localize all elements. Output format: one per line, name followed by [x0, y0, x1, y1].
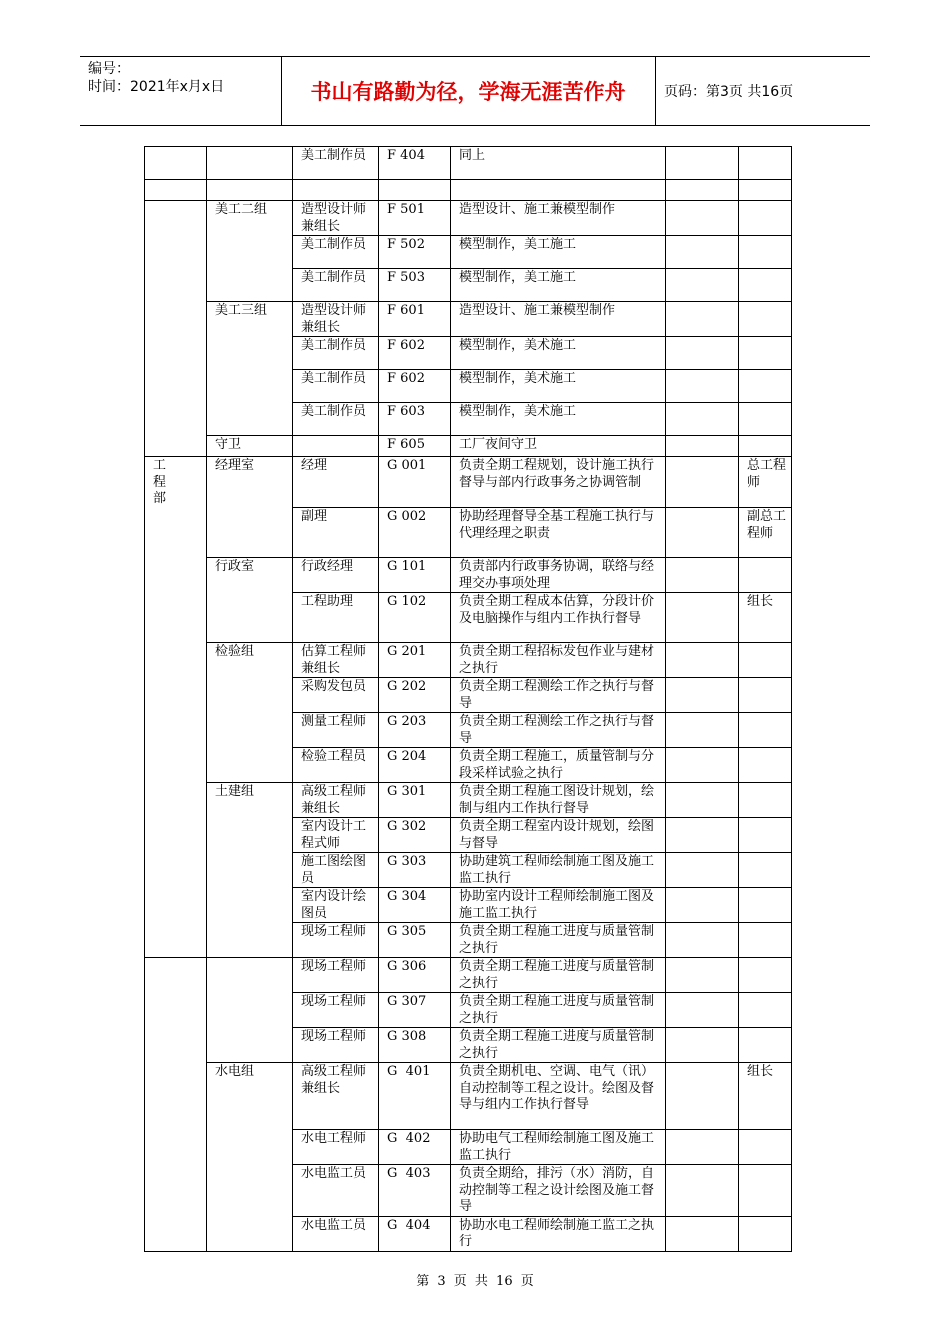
note-cell — [739, 818, 792, 853]
table-row — [145, 201, 792, 236]
dept-cell — [145, 1165, 207, 1217]
dept-cell — [145, 853, 207, 888]
code-cell: G 201 — [379, 643, 451, 678]
dept-cell — [145, 269, 207, 302]
dept-cell — [145, 643, 207, 678]
blank-cell — [666, 201, 739, 236]
duty-cell: 模型制作，美工施工 — [451, 236, 666, 269]
note-cell: 副总工程师 — [739, 508, 792, 558]
dept-cell — [145, 147, 207, 180]
title-cell: 美工制作员 — [293, 337, 379, 370]
title-cell: 美工制作员 — [293, 236, 379, 269]
header-divider-right — [655, 57, 656, 125]
table-row — [145, 302, 792, 337]
table-row — [145, 713, 792, 748]
dept-cell — [145, 337, 207, 370]
title-cell: 水电工程师 — [293, 1130, 379, 1165]
duty-cell: 造型设计、施工兼模型制作 — [451, 201, 666, 236]
group-cell — [207, 269, 293, 302]
table-row — [145, 593, 792, 643]
blank-cell — [666, 337, 739, 370]
title-cell: 美工制作员 — [293, 147, 379, 180]
title-cell: 施工图绘图员 — [293, 853, 379, 888]
group-cell: 土建组 — [207, 783, 293, 818]
code-cell: G 305 — [379, 923, 451, 958]
table-row — [145, 1028, 792, 1063]
note-cell — [739, 201, 792, 236]
dept-cell — [145, 1216, 207, 1251]
group-cell — [207, 370, 293, 403]
dept-cell — [145, 593, 207, 643]
note-cell: 总工程师 — [739, 457, 792, 508]
blank-cell — [666, 678, 739, 713]
title-cell: 室内设计绘图员 — [293, 888, 379, 923]
blank-cell — [666, 748, 739, 783]
title-cell: 高级工程师兼组长 — [293, 783, 379, 818]
note-cell — [739, 958, 792, 993]
title-cell: 测量工程师 — [293, 713, 379, 748]
table-row — [145, 678, 792, 713]
note-cell — [739, 1216, 792, 1251]
blank-cell — [666, 457, 739, 508]
group-cell — [207, 748, 293, 783]
blank-cell — [666, 403, 739, 436]
code-cell: G 403 — [379, 1165, 451, 1217]
note-cell — [739, 1028, 792, 1063]
title-cell: 美工制作员 — [293, 269, 379, 302]
code-cell: G 203 — [379, 713, 451, 748]
title-cell: 副理 — [293, 508, 379, 558]
title-cell: 高级工程师兼组长 — [293, 1063, 379, 1130]
header-page-info: 页码：第3页 共16页 — [664, 84, 794, 100]
blank-cell — [666, 508, 739, 558]
dept-cell — [145, 888, 207, 923]
table-row — [145, 1165, 792, 1217]
title-cell: 现场工程师 — [293, 1028, 379, 1063]
duty-cell: 协助经理督导全基工程施工执行与代理经理之职责 — [451, 508, 666, 558]
code-cell: G 204 — [379, 748, 451, 783]
code-cell: G 304 — [379, 888, 451, 923]
header-motto: 书山有路勤为径，学海无涯苦作舟 — [310, 80, 626, 104]
table-row — [145, 403, 792, 436]
dept-cell — [145, 403, 207, 436]
table-row — [145, 1216, 792, 1251]
blank-cell — [666, 818, 739, 853]
blank-cell — [666, 558, 739, 593]
duty-cell: 工厂夜间守卫 — [451, 436, 666, 457]
title-cell: 室内设计工程式师 — [293, 818, 379, 853]
blank-cell — [666, 958, 739, 993]
header-meta — [88, 60, 278, 96]
note-cell — [739, 337, 792, 370]
group-cell — [207, 1216, 293, 1251]
note-cell — [739, 643, 792, 678]
group-cell: 水电组 — [207, 1063, 293, 1130]
blank-cell — [666, 853, 739, 888]
table-row — [145, 1130, 792, 1165]
code-cell: G 302 — [379, 818, 451, 853]
duty-cell: 负责全期工程施工进度与质量管制之执行 — [451, 1028, 666, 1063]
title-cell: 现场工程师 — [293, 958, 379, 993]
group-cell — [207, 236, 293, 269]
dept-label: 工程部 — [153, 458, 167, 506]
table-row — [145, 180, 792, 201]
code-cell: G 307 — [379, 993, 451, 1028]
duty-cell: 负责全期工程施工，质量管制与分段采样试验之执行 — [451, 748, 666, 783]
group-cell: 美工二组 — [207, 201, 293, 236]
code-cell: G 306 — [379, 958, 451, 993]
group-cell: 美工三组 — [207, 302, 293, 337]
code-cell — [379, 180, 451, 201]
note-cell — [739, 678, 792, 713]
note-cell — [739, 993, 792, 1028]
group-cell — [207, 593, 293, 643]
code-cell: F 503 — [379, 269, 451, 302]
group-cell — [207, 180, 293, 201]
duty-cell: 负责全期工程成本估算，分段计价及电脑操作与组内工作执行督导 — [451, 593, 666, 643]
dept-cell — [145, 370, 207, 403]
dept-cell — [145, 302, 207, 337]
duty-cell: 造型设计、施工兼模型制作 — [451, 302, 666, 337]
code-cell: G 308 — [379, 1028, 451, 1063]
title-cell: 美工制作员 — [293, 370, 379, 403]
dept-cell — [145, 678, 207, 713]
note-cell — [739, 147, 792, 180]
duty-cell: 模型制作，美术施工 — [451, 370, 666, 403]
code-cell: F 502 — [379, 236, 451, 269]
dept-cell — [145, 748, 207, 783]
group-cell — [207, 337, 293, 370]
note-cell — [739, 370, 792, 403]
group-cell — [207, 713, 293, 748]
title-cell: 工程助理 — [293, 593, 379, 643]
note-cell — [739, 748, 792, 783]
blank-cell — [666, 993, 739, 1028]
dept-cell — [145, 201, 207, 236]
note-cell — [739, 403, 792, 436]
blank-cell — [666, 1028, 739, 1063]
note-cell — [739, 1165, 792, 1217]
dept-cell — [145, 457, 207, 508]
duty-cell: 负责全期工程施工进度与质量管制之执行 — [451, 923, 666, 958]
code-cell: G 401 — [379, 1063, 451, 1130]
dept-cell — [145, 713, 207, 748]
code-cell: F 404 — [379, 147, 451, 180]
duty-cell: 协助建筑工程师绘制施工图及施工监工执行 — [451, 853, 666, 888]
table-body — [145, 147, 792, 1252]
code-cell: G 001 — [379, 457, 451, 508]
blank-cell — [666, 436, 739, 457]
blank-cell — [666, 1130, 739, 1165]
dept-cell — [145, 958, 207, 993]
note-cell: 组长 — [739, 593, 792, 643]
duty-cell: 负责全期工程测绘工作之执行与督导 — [451, 678, 666, 713]
dept-cell — [145, 508, 207, 558]
code-cell: G 402 — [379, 1130, 451, 1165]
blank-cell — [666, 269, 739, 302]
time-label: 时间：2021年x月x日 — [88, 79, 225, 95]
blank-cell — [666, 236, 739, 269]
duty-cell — [451, 180, 666, 201]
code-cell: F 603 — [379, 403, 451, 436]
duty-cell: 协助电气工程师绘制施工图及施工监工执行 — [451, 1130, 666, 1165]
title-cell: 采购发包员 — [293, 678, 379, 713]
title-cell: 造型设计师兼组长 — [293, 201, 379, 236]
group-cell: 行政室 — [207, 558, 293, 593]
dept-cell — [145, 818, 207, 853]
table-row — [145, 888, 792, 923]
title-cell: 水电监工员 — [293, 1216, 379, 1251]
group-cell — [207, 923, 293, 958]
title-cell: 估算工程师兼组长 — [293, 643, 379, 678]
blank-cell — [666, 1216, 739, 1251]
duty-cell: 负责全期机电、空调、电气（讯）自动控制等工程之设计。绘图及督导与组内工作执行督导 — [451, 1063, 666, 1130]
table-row — [145, 748, 792, 783]
note-cell — [739, 1130, 792, 1165]
blank-cell — [666, 923, 739, 958]
blank-cell — [666, 147, 739, 180]
table-row — [145, 558, 792, 593]
group-cell — [207, 1130, 293, 1165]
duty-cell: 模型制作，美术施工 — [451, 337, 666, 370]
blank-cell — [666, 783, 739, 818]
table-row — [145, 958, 792, 993]
duty-cell: 负责全期工程施工图设计规划，绘制与组内工作执行督导 — [451, 783, 666, 818]
duty-cell: 同上 — [451, 147, 666, 180]
code-cell: G 404 — [379, 1216, 451, 1251]
dept-cell — [145, 558, 207, 593]
code-cell: G 301 — [379, 783, 451, 818]
blank-cell — [666, 370, 739, 403]
note-cell: 组长 — [739, 1063, 792, 1130]
note-cell — [739, 236, 792, 269]
staff-role-table — [144, 146, 792, 1252]
code-cell: F 501 — [379, 201, 451, 236]
dept-cell — [145, 783, 207, 818]
table-row — [145, 508, 792, 558]
code-cell: G 002 — [379, 508, 451, 558]
note-cell — [739, 180, 792, 201]
blank-cell — [666, 593, 739, 643]
code-cell: F 602 — [379, 337, 451, 370]
duty-cell: 负责全期给，排污（水）消防，自动控制等工程之设计绘图及施工督导 — [451, 1165, 666, 1217]
dept-cell — [145, 236, 207, 269]
note-cell — [739, 713, 792, 748]
note-cell — [739, 558, 792, 593]
blank-cell — [666, 1063, 739, 1130]
duty-cell: 负责全期工程施工进度与质量管制之执行 — [451, 993, 666, 1028]
note-cell — [739, 853, 792, 888]
table-row — [145, 818, 792, 853]
group-cell: 守卫 — [207, 436, 293, 457]
table-row — [145, 783, 792, 818]
group-cell: 检验组 — [207, 643, 293, 678]
table-row — [145, 643, 792, 678]
serial-label: 编号： — [88, 61, 130, 77]
table-row — [145, 147, 792, 180]
duty-cell: 负责全期工程测绘工作之执行与督导 — [451, 713, 666, 748]
group-cell — [207, 853, 293, 888]
code-cell: G 303 — [379, 853, 451, 888]
dept-cell — [145, 923, 207, 958]
title-cell: 检验工程员 — [293, 748, 379, 783]
duty-cell: 协助室内设计工程师绘制施工图及施工监工执行 — [451, 888, 666, 923]
duty-cell: 负责部内行政事务协调，联络与经理交办事项处理 — [451, 558, 666, 593]
dept-cell — [145, 1028, 207, 1063]
table-row — [145, 370, 792, 403]
table-row — [145, 457, 792, 508]
group-cell — [207, 993, 293, 1028]
duty-cell: 负责全期工程施工进度与质量管制之执行 — [451, 958, 666, 993]
group-cell — [207, 958, 293, 993]
title-cell — [293, 180, 379, 201]
blank-cell — [666, 888, 739, 923]
table-row — [145, 436, 792, 457]
code-cell: G 101 — [379, 558, 451, 593]
duty-cell: 模型制作，美工施工 — [451, 269, 666, 302]
title-cell: 现场工程师 — [293, 993, 379, 1028]
blank-cell — [666, 1165, 739, 1217]
group-cell — [207, 818, 293, 853]
duty-cell: 负责全期工程室内设计规划，绘图与督导 — [451, 818, 666, 853]
blank-cell — [666, 302, 739, 337]
group-cell — [207, 678, 293, 713]
group-cell — [207, 147, 293, 180]
title-cell: 行政经理 — [293, 558, 379, 593]
header-bottom-rule — [80, 125, 870, 126]
note-cell — [739, 783, 792, 818]
blank-cell — [666, 180, 739, 201]
title-cell: 现场工程师 — [293, 923, 379, 958]
code-cell: F 602 — [379, 370, 451, 403]
code-cell: G 102 — [379, 593, 451, 643]
note-cell — [739, 302, 792, 337]
dept-cell — [145, 1063, 207, 1130]
group-cell — [207, 403, 293, 436]
dept-cell — [145, 993, 207, 1028]
table-row — [145, 993, 792, 1028]
dept-cell — [145, 1130, 207, 1165]
table-row — [145, 1063, 792, 1130]
table-row — [145, 923, 792, 958]
code-cell: F 601 — [379, 302, 451, 337]
group-cell — [207, 888, 293, 923]
table-row — [145, 337, 792, 370]
blank-cell — [666, 713, 739, 748]
group-cell — [207, 508, 293, 558]
duty-cell: 负责全期工程规划，设计施工执行督导与部内行政事务之协调管制 — [451, 457, 666, 508]
dept-cell — [145, 180, 207, 201]
note-cell — [739, 436, 792, 457]
table-row — [145, 853, 792, 888]
note-cell — [739, 923, 792, 958]
group-cell — [207, 1028, 293, 1063]
table-row — [145, 269, 792, 302]
blank-cell — [666, 643, 739, 678]
table-row — [145, 236, 792, 269]
title-cell: 美工制作员 — [293, 403, 379, 436]
code-cell: F 605 — [379, 436, 451, 457]
duty-cell: 协助水电工程师绘制施工监工之执行 — [451, 1216, 666, 1251]
duty-cell: 模型制作，美术施工 — [451, 403, 666, 436]
duty-cell: 负责全期工程招标发包作业与建材之执行 — [451, 643, 666, 678]
note-cell — [739, 888, 792, 923]
title-cell: 水电监工员 — [293, 1165, 379, 1217]
title-cell: 造型设计师兼组长 — [293, 302, 379, 337]
page-footer: 第 3 页 共 16 页 — [416, 1274, 534, 1289]
title-cell: 经理 — [293, 457, 379, 508]
dept-cell — [145, 436, 207, 457]
group-cell: 经理室 — [207, 457, 293, 508]
group-cell — [207, 1165, 293, 1217]
note-cell — [739, 269, 792, 302]
code-cell: G 202 — [379, 678, 451, 713]
title-cell — [293, 436, 379, 457]
